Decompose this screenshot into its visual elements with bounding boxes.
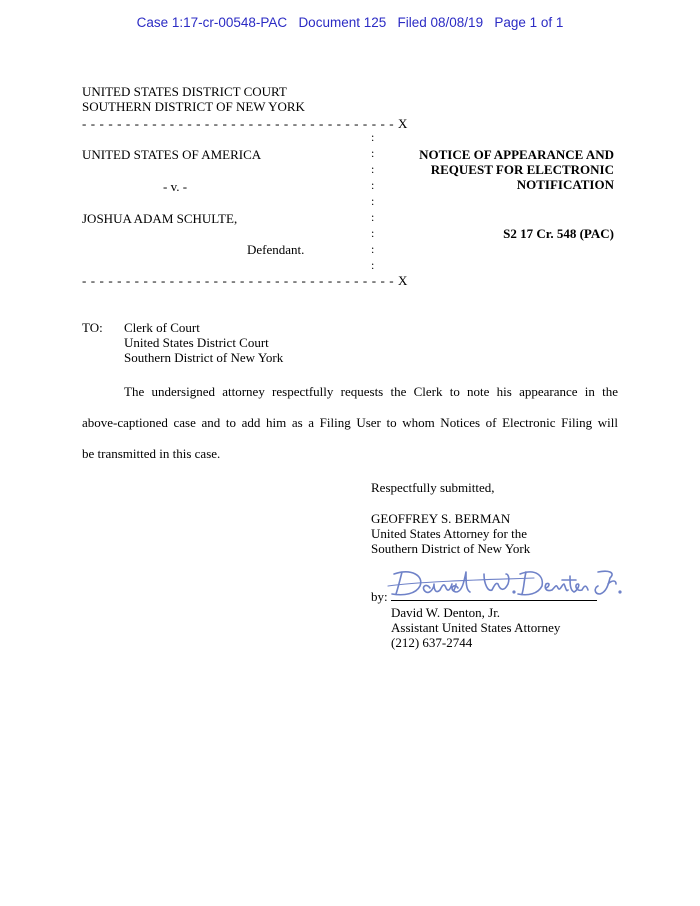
respectfully-submitted: Respectfully submitted, [371,480,495,495]
signature-svg [384,562,624,602]
to-line3: Southern District of New York [124,350,284,365]
caption-colon: : [371,210,375,224]
body-line2: above-captioned case and to add him as a Filing User to whom Notices of Electronic Filing will [82,415,618,430]
attorney-name: GEOFFREY S. BERMAN [371,511,511,526]
document-number: Document 125 [298,15,387,30]
defendant-name: JOSHUA ADAM SCHULTE, [82,211,238,226]
case-number: Case 1:17-cr-00548-PAC [136,15,288,30]
caption-colon: : [371,178,375,192]
defendant-label: Defendant. [247,242,305,257]
notice-title-line2: REQUEST FOR ELECTRONIC [430,162,614,177]
caption-colon: : [371,242,375,256]
versus: - v. - [163,179,188,194]
caption-colon: : [371,146,375,160]
to-line2: United States District Court [124,335,269,350]
signer-name: David W. Denton, Jr. [391,605,501,620]
notice-title-line3: NOTIFICATION [516,177,614,192]
caption-colon: : [371,258,375,272]
caption-colon: : [371,130,375,144]
body-line1: The undersigned attorney respectfully requests the Clerk to note his appearance in the [124,384,618,399]
attorney-title-line2: Southern District of New York [371,541,531,556]
ecf-header [0,15,700,30]
caption-rule-bottom: - - - - - - - - - - - - - - - - - - - - - - - - - - - - - - - - - - - - X [82,273,409,288]
docket-number: S2 17 Cr. 548 (PAC) [503,226,614,241]
to-label: TO: [82,320,103,335]
signer-phone: (212) 637-2744 [391,635,473,650]
caption-colon: : [371,162,375,176]
court-name-line2: SOUTHERN DISTRICT OF NEW YORK [82,99,305,114]
handwritten-signature [384,562,624,602]
court-name-line1: UNITED STATES DISTRICT COURT [82,84,287,99]
notice-title-line1: NOTICE OF APPEARANCE AND [419,147,614,162]
filed-date: Filed 08/08/19 [397,15,484,30]
to-line1: Clerk of Court [124,320,200,335]
caption-rule-top: - - - - - - - - - - - - - - - - - - - - - - - - - - - - - - - - - - - - X [82,116,409,131]
body-line3: be transmitted in this case. [82,446,221,461]
by-label: by: [371,589,388,604]
signer-title: Assistant United States Attorney [391,620,561,635]
caption-colon: : [371,226,375,240]
attorney-title-line1: United States Attorney for the [371,526,527,541]
plaintiff-name: UNITED STATES OF AMERICA [82,147,262,162]
signature-line [391,600,597,601]
caption-colon: : [371,194,375,208]
page-indicator: Page 1 of 1 [494,15,564,30]
